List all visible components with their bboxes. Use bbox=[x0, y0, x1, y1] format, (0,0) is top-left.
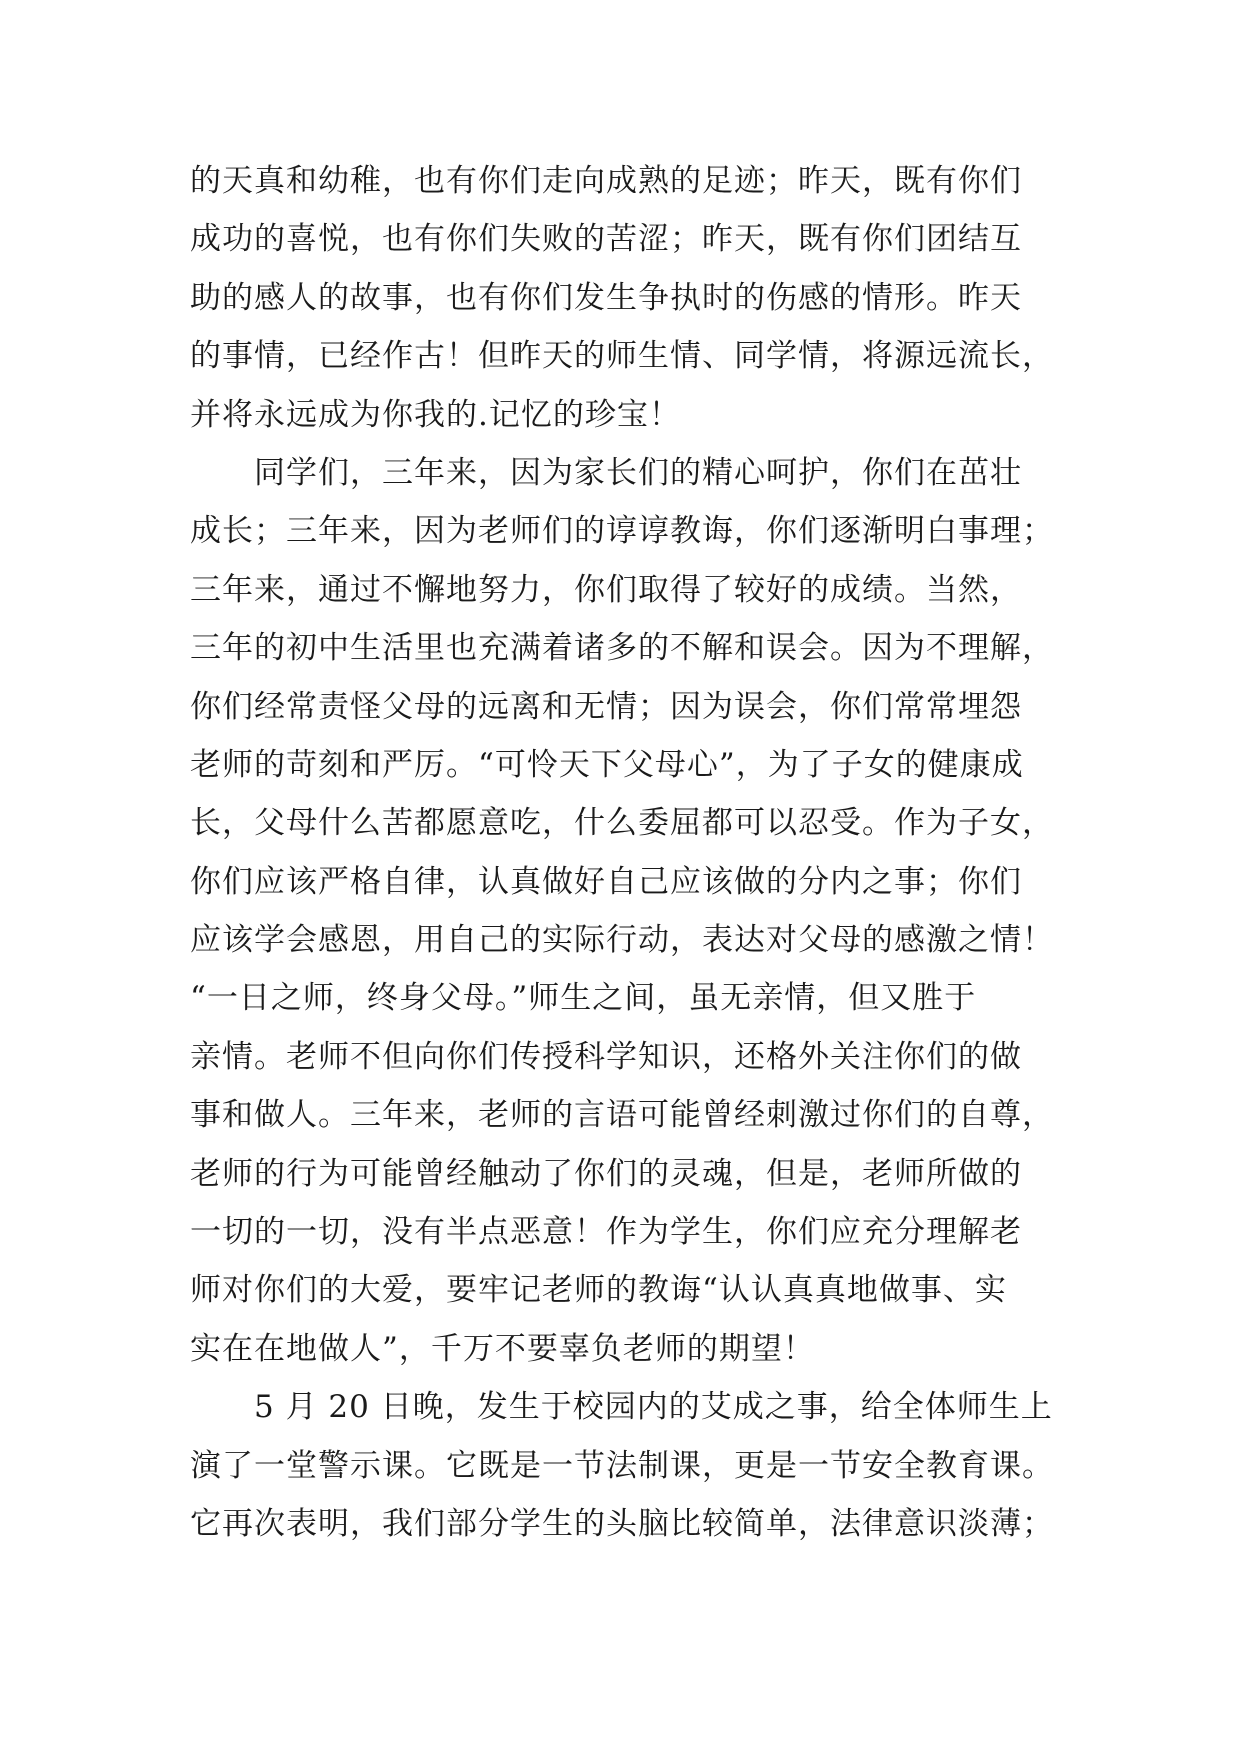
text-line: 成功的喜悦，也有你们失败的苦涩；昨天，既有你们团结互 bbox=[190, 221, 1022, 258]
text-line: 三年来，通过不懈地努力，你们取得了较好的成绩。当然， bbox=[190, 571, 1022, 608]
text-line: 演了一堂警示课。它既是一节法制课，更是一节安全教育课。 bbox=[190, 1447, 1054, 1484]
text-line: 一切的一切，没有半点恶意！作为学生，你们应充分理解老 bbox=[190, 1214, 1022, 1251]
text-line: 你们经常责怪父母的远离和无情；因为误会，你们常常埋怨 bbox=[190, 688, 1022, 725]
text-line: 事和做人。三年来，老师的言语可能曾经刺激过你们的自尊， bbox=[190, 1097, 1054, 1134]
text-line: “一日之师，终身父母。”师生之间，虽无亲情，但又胜于 bbox=[190, 980, 977, 1017]
text-line: 助的感人的故事，也有你们发生争执时的伤感的情形。昨天 bbox=[190, 279, 1022, 316]
text-line: 并将永远成为你我的.记忆的珍宝！ bbox=[190, 396, 681, 433]
text-line: 的事情，已经作古！但昨天的师生情、同学情，将源远流长， bbox=[190, 338, 1054, 375]
text-line: 你们应该严格自律，认真做好自己应该做的分内之事；你们 bbox=[190, 863, 1022, 900]
text-line: 亲情。老师不但向你们传授科学知识，还格外关注你们的做 bbox=[190, 1038, 1022, 1075]
text-line: 它再次表明，我们部分学生的头脑比较简单，法律意识淡薄； bbox=[190, 1505, 1054, 1542]
paragraph-start-line: 同学们，三年来，因为家长们的精心呵护，你们在茁壮 bbox=[254, 454, 1022, 491]
text-line: 应该学会感恩，用自己的实际行动，表达对父母的感激之情！ bbox=[190, 922, 1054, 959]
text-line: 长，父母什么苦都愿意吃，什么委屈都可以忍受。作为子女， bbox=[190, 805, 1054, 842]
text-line: 三年的初中生活里也充满着诸多的不解和误会。因为不理解， bbox=[190, 630, 1054, 667]
paragraph-start-line: 5 月 20 日晚，发生于校园内的艾成之事，给全体师生上 bbox=[254, 1389, 1053, 1426]
text-line: 实在在地做人”，千万不要辜负老师的期望！ bbox=[190, 1330, 815, 1367]
text-line: 老师的苛刻和严厉。“可怜天下父母心”，为了子女的健康成 bbox=[190, 746, 1024, 783]
text-line: 师对你们的大爱，要牢记老师的教诲“认认真真地做事、实 bbox=[190, 1272, 1007, 1309]
text-line: 的天真和幼稚，也有你们走向成熟的足迹；昨天，既有你们 bbox=[190, 163, 1022, 199]
body-text bbox=[190, 152, 1070, 1553]
text-line: 老师的行为可能曾经触动了你们的灵魂，但是，老师所做的 bbox=[190, 1155, 1022, 1192]
text-line: 成长；三年来，因为老师们的谆谆教诲，你们逐渐明白事理； bbox=[190, 513, 1054, 550]
